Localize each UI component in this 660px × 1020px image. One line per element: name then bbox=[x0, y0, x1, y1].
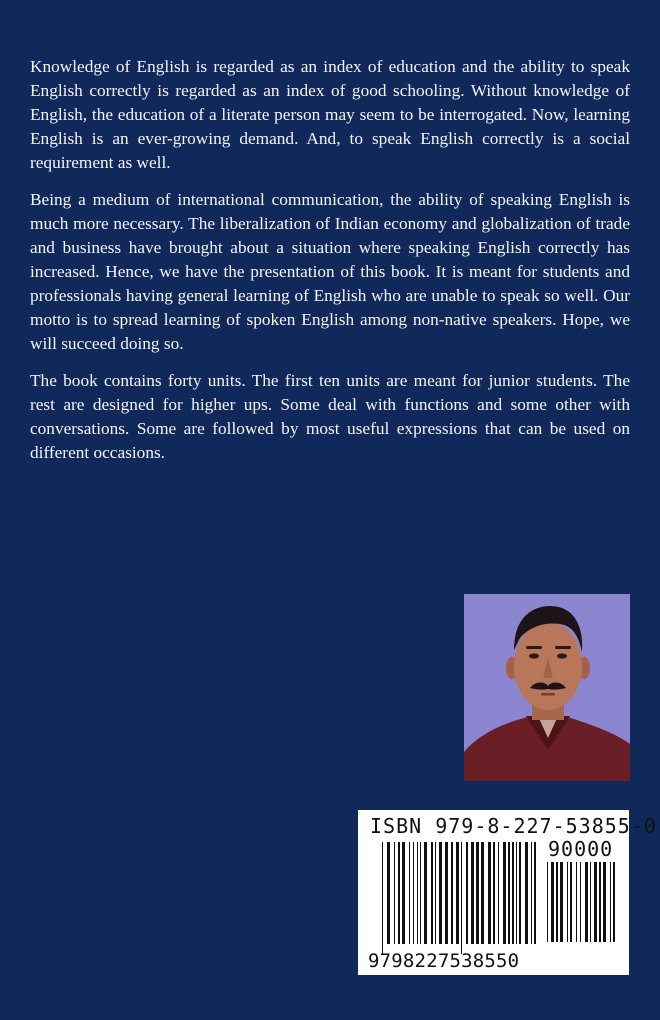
barcode-bars bbox=[382, 842, 542, 960]
addon-barcode-bars bbox=[547, 862, 617, 952]
blurb-paragraph-1: Knowledge of English is regarded as an index of education and the ability to speak English correctly is regarded as an index of good schooling. Without knowledge of English, the education of a literate person may seem to be interrogated. Now, learning English is an ever-growing demand. And, to speak English correctly is a social requirement as well. bbox=[30, 57, 630, 172]
price-code: 90000 bbox=[548, 837, 614, 861]
author-photo bbox=[464, 594, 630, 781]
back-cover-blurb bbox=[30, 55, 630, 478]
isbn-label: ISBN 979-8-227-53855-0 bbox=[370, 814, 657, 838]
isbn-barcode bbox=[358, 810, 657, 975]
barcode-digits: 9798227538550 bbox=[368, 950, 520, 972]
blurb-paragraph-3: The book contains forty units. The first ten units are meant for junior students. The rest are designed for higher ups. Some deal with functions and some other with conversations. Some are followed by most useful expressions that can be used on different occasions. bbox=[30, 371, 630, 462]
blurb-paragraph-2: Being a medium of international communication, the ability of speaking English is much more necessary. The liberalization of Indian economy and globalization of trade and business have brought about a situation where speaking English correctly has increased. Hence, we have the presentation of this book. It is meant for students and professionals having general learning of English who are unable to speak so well. Our motto is to spread learning of spoken English among non-native speakers. Hope, we will succeed doing so. bbox=[30, 190, 630, 353]
